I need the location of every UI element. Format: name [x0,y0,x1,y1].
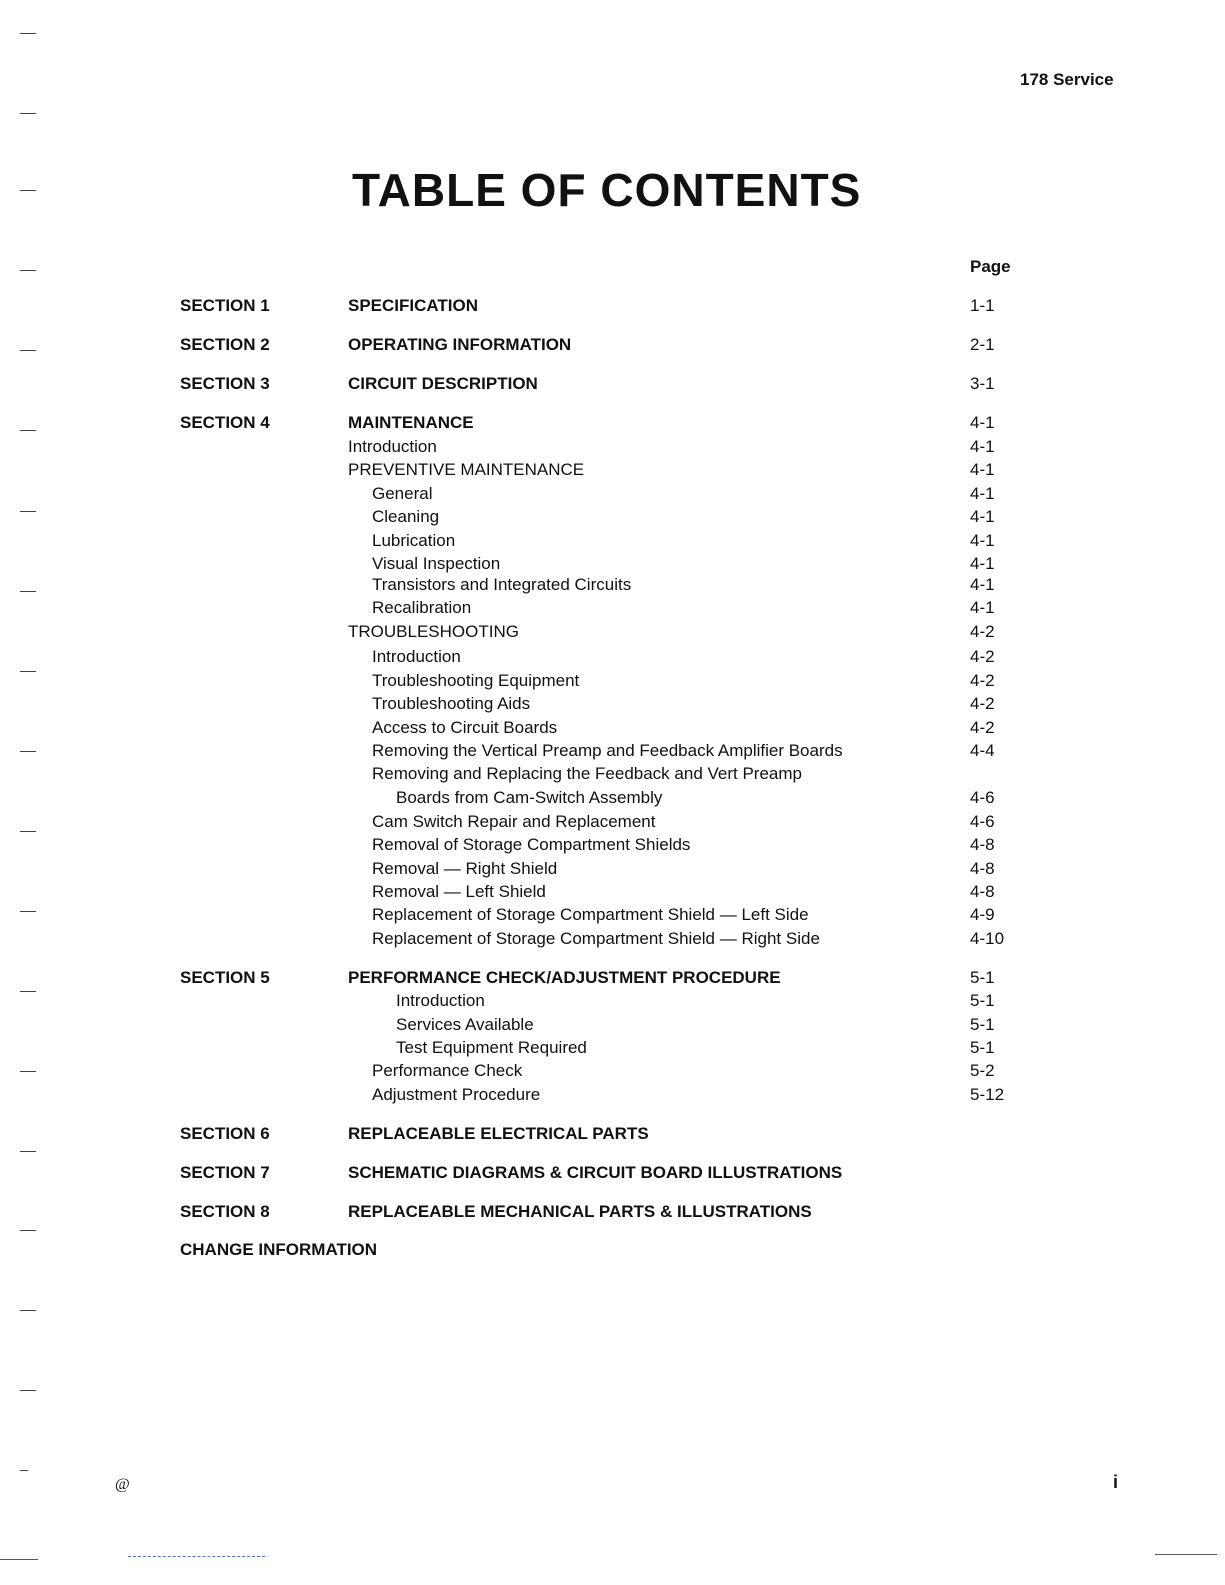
page-number: 4-1 [970,460,995,479]
page-number: 4-2 [970,718,995,737]
margin-mark [20,511,36,512]
toc-row [0,1059,1225,1083]
entry-title: Test Equipment Required [396,1038,587,1057]
toc-row [0,669,1225,693]
page-number: 4-1 [970,531,995,550]
page-number: 4-8 [970,835,995,854]
entry-title: Access to Circuit Boards [372,718,558,737]
page-number: 2-1 [970,335,995,354]
page-number: 4-1 [970,413,995,432]
entry-title: Removal of Storage Compartment Shields [372,835,691,854]
page-number: 4-1 [970,598,995,617]
toc-row [0,786,1225,810]
page-title: TABLE OF CONTENTS [352,164,862,216]
section-label: SECTION 1 [180,296,270,315]
bottom-link-underline [128,1556,265,1557]
toc-row [0,294,1225,318]
entry-title: Removal — Right Shield [372,859,558,878]
toc-row [0,333,1225,357]
toc-row [0,596,1225,620]
entry-title: TROUBLESHOOTING [348,622,519,641]
entry-title: Removing the Vertical Preamp and Feedback Amplifier Boards [372,741,843,760]
toc-row [0,573,1225,597]
entry-title: Removal — Left Shield [372,882,546,901]
margin-mark [20,591,36,592]
section-label: SECTION 6 [180,1124,270,1143]
page-number: 4-1 [970,554,995,573]
page-number: 4-1 [970,437,995,456]
page-number: 5-1 [970,968,995,987]
toc-row [0,739,1225,763]
page-number: 4-1 [970,575,995,594]
entry-title: Performance Check [372,1061,523,1080]
toc-row [0,857,1225,881]
change-information-heading: CHANGE INFORMATION [180,1240,378,1259]
entry-title: Recalibration [372,598,472,617]
entry-title: Introduction [348,437,437,456]
section-label: SECTION 4 [180,413,270,432]
entry-title: PREVENTIVE MAINTENANCE [348,460,585,479]
entry-title: CIRCUIT DESCRIPTION [348,374,538,393]
toc-row [0,1036,1225,1060]
section-label: SECTION 5 [180,968,270,987]
page-number: 4-10 [970,929,1005,948]
section-label: SECTION 2 [180,335,270,354]
margin-mark [20,1151,36,1152]
toc-row [0,966,1225,990]
entry-title: MAINTENANCE [348,413,474,432]
margin-mark [20,751,36,752]
page-number: 4-8 [970,859,995,878]
margin-mark [20,1230,36,1231]
margin-mark [20,270,36,271]
entry-title: Lubrication [372,531,456,550]
entry-title: OPERATING INFORMATION [348,335,572,354]
toc-row [0,1161,1225,1185]
page-number: 4-2 [970,647,995,666]
entry-title: Introduction [372,647,461,666]
bottom-rule [0,1559,38,1560]
margin-mark [20,671,36,672]
page-number: 5-1 [970,1015,995,1034]
entry-title: Boards from Cam-Switch Assembly [396,788,663,807]
margin-mark [20,430,36,431]
page-number: 5-1 [970,991,995,1010]
entry-title: Troubleshooting Equipment [372,671,580,690]
toc-row [0,529,1225,553]
toc-row [0,1122,1225,1146]
page-number: 5-2 [970,1061,995,1080]
margin-mark [20,33,36,34]
toc-row [0,458,1225,482]
page-number: 4-4 [970,741,995,760]
toc-row [0,762,1225,786]
toc-row [0,880,1225,904]
margin-mark [20,911,36,912]
entry-title: Removing and Replacing the Feedback and Vert Preamp [372,764,802,783]
entry-title: General [372,484,433,503]
entry-title: Adjustment Procedure [372,1085,541,1104]
entry-title: Transistors and Integrated Circuits [372,575,632,594]
page-number: 4-1 [970,484,995,503]
toc-row [0,372,1225,396]
toc-row [0,505,1225,529]
section-label: SECTION 3 [180,374,270,393]
entry-title: SCHEMATIC DIAGRAMS & CIRCUIT BOARD ILLUSTRATIONS [348,1163,843,1182]
entry-title: REPLACEABLE ELECTRICAL PARTS [348,1124,649,1143]
toc-row [0,482,1225,506]
page-number: 5-12 [970,1085,1005,1104]
toc-row [0,435,1225,459]
toc-row [0,1013,1225,1037]
entry-title: Replacement of Storage Compartment Shield — Right Side [372,929,820,948]
toc-row [0,716,1225,740]
page-number: 4-2 [970,622,995,641]
entry-title: Services Available [396,1015,534,1034]
margin-mark [20,831,36,832]
toc-row [0,989,1225,1013]
page-number: 4-6 [970,788,995,807]
page-number: 3-1 [970,374,995,393]
page-number: 4-2 [970,694,995,713]
margin-mark [20,1470,28,1471]
toc-row [0,1200,1225,1224]
toc-row [0,903,1225,927]
toc-row [0,1083,1225,1107]
margin-mark [20,1390,36,1391]
margin-mark [20,113,36,114]
section-label: SECTION 7 [180,1163,270,1182]
margin-mark [20,350,36,351]
toc-row [0,810,1225,834]
page-number: 4-6 [970,812,995,831]
footer-symbol: @ [115,1476,130,1493]
toc-row [0,833,1225,857]
page-column-header: Page [970,257,1011,276]
entry-title: Introduction [396,991,485,1010]
entry-title: Visual Inspection [372,554,501,573]
margin-mark [20,991,36,992]
page-number: 1-1 [970,296,995,315]
page-number: 4-2 [970,671,995,690]
toc-row [0,620,1225,644]
margin-mark [20,1071,36,1072]
page-number: 4-8 [970,882,995,901]
toc-row [0,645,1225,669]
bottom-rule [1155,1554,1217,1555]
entry-title: PERFORMANCE CHECK/ADJUSTMENT PROCEDURE [348,968,781,987]
page-number: 5-1 [970,1038,995,1057]
entry-title: Replacement of Storage Compartment Shield — Left Side [372,905,809,924]
entry-title: REPLACEABLE MECHANICAL PARTS & ILLUSTRATIONS [348,1202,812,1221]
entry-title: Cam Switch Repair and Replacement [372,812,656,831]
entry-title: SPECIFICATION [348,296,479,315]
toc-row [0,411,1225,435]
page-number: 4-9 [970,905,995,924]
document-id: 178 Service [1020,70,1114,89]
section-label: SECTION 8 [180,1202,270,1221]
entry-title: Cleaning [372,507,440,526]
margin-mark [20,190,36,191]
toc-row [0,692,1225,716]
footer-page-number: i [1113,1472,1119,1492]
page-number: 4-1 [970,507,995,526]
entry-title: Troubleshooting Aids [372,694,531,713]
margin-mark [20,1310,36,1311]
toc-row [0,927,1225,951]
